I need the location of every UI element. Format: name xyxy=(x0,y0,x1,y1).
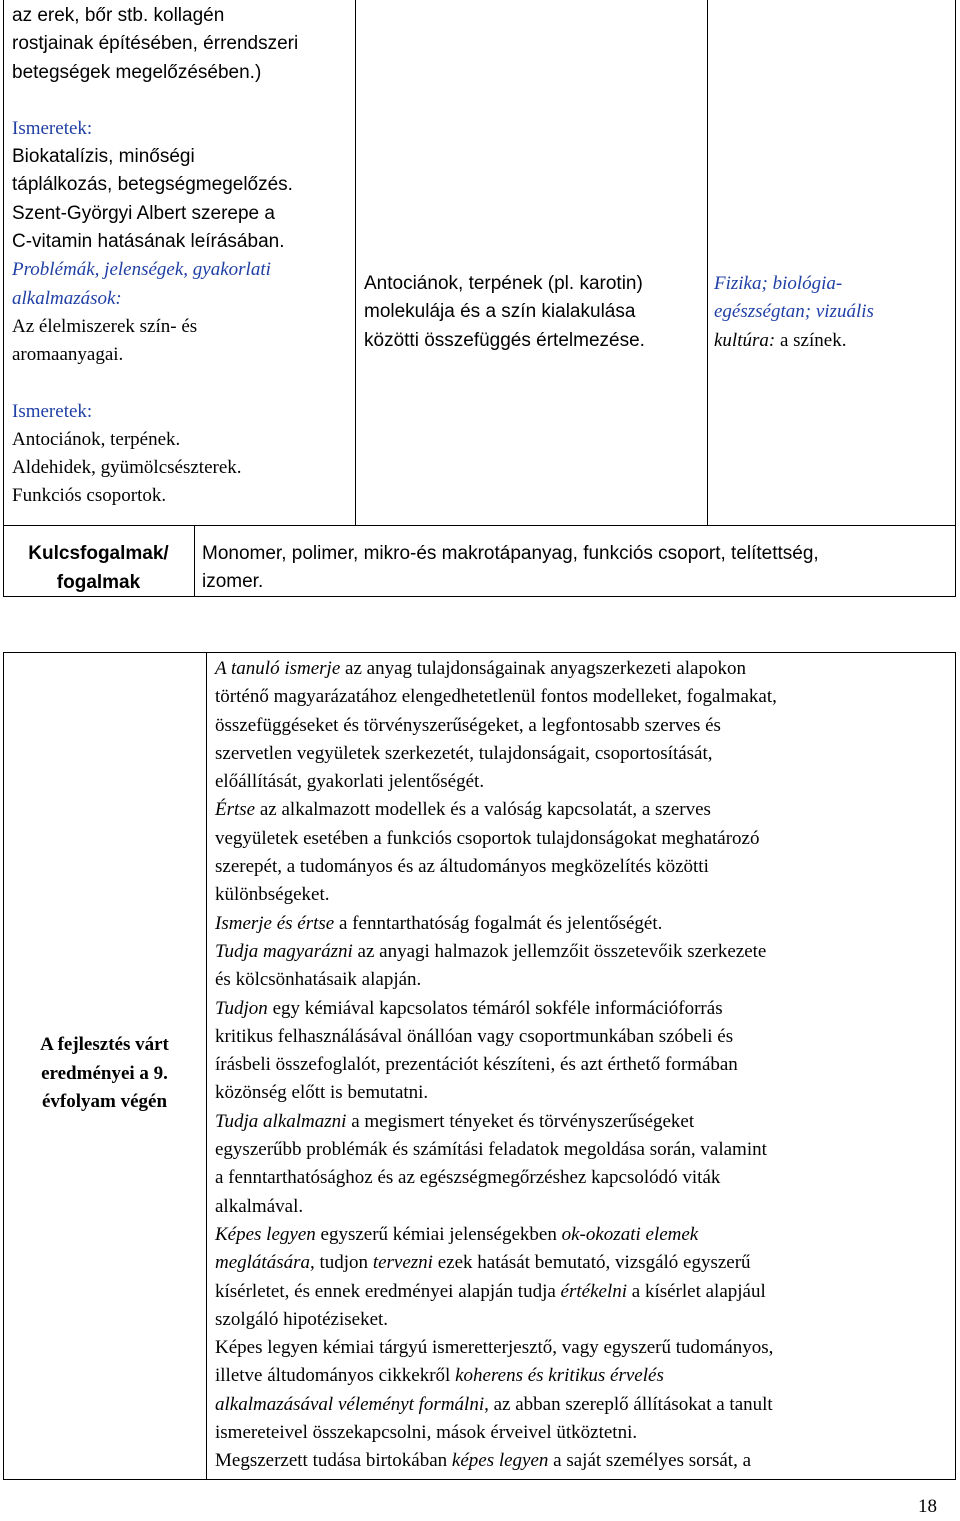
table-border-right xyxy=(955,0,956,597)
outcome-line xyxy=(215,1334,953,1362)
text-plain: az alkalmazott modellek és a valóság kapcsolatát, a szerves xyxy=(255,799,711,821)
text-plain: a megismert tényeket és törvényszerűségeket xyxy=(346,1110,695,1132)
outcome-line xyxy=(215,910,953,938)
outcome-line xyxy=(215,1221,953,1249)
outcome-line xyxy=(215,1419,953,1447)
text-line: Problémák, jelenségek, gyakorlati xyxy=(12,259,271,281)
outcome-line xyxy=(215,712,953,740)
key-concepts-value xyxy=(202,540,952,596)
text-line: Monomer, polimer, mikro-és makrotápanyag, funkciós csoport, telítettség, xyxy=(202,543,819,564)
text-italic: Értse xyxy=(215,799,256,821)
text-plain: , az abban szereplő állításokat a tanult xyxy=(484,1393,773,1415)
text-plain: alkalmával. xyxy=(215,1195,304,1217)
text-line: egészségtan; vizuális xyxy=(714,301,874,323)
text-plain: kritikus felhasználásával önállóan vagy csoportmunkában szóbeli és xyxy=(215,1025,734,1047)
section-heading-ismeretek-2: Ismeretek: xyxy=(12,400,93,422)
text-plain: történő magyarázatához elengedhetetlenül fontos modelleket, fogalmakat, xyxy=(215,686,777,708)
text-plain: egy kémiával kapcsolatos témáról sokféle információforrás xyxy=(267,997,723,1019)
text-line: Fizika; biológia- xyxy=(714,273,843,294)
text-italic: értékelni xyxy=(560,1280,628,1302)
curriculum-table-top xyxy=(3,0,958,597)
outcome-line xyxy=(215,1108,953,1136)
text-italic: Képes legyen xyxy=(215,1223,316,1245)
text-plain: egyszerű kémiai jelenségekben xyxy=(315,1223,562,1245)
text-line: Kulcsfogalmak/ xyxy=(28,543,169,564)
text-plain: szervetlen vegyületek szerkezetét, tulajdonságait, csoportosítását, xyxy=(215,742,713,764)
text-italic: Tudja alkalmazni xyxy=(215,1110,347,1132)
page-number: 18 xyxy=(918,1496,937,1517)
knowledge-text xyxy=(12,143,352,256)
outcomes-label xyxy=(3,1031,206,1117)
text-italic: alkalmazásával véleményt formálni xyxy=(215,1393,485,1415)
text-plain: különbségeket. xyxy=(215,884,330,906)
outcome-line xyxy=(215,1362,953,1390)
text-line: C-vitamin hatásának leírásában. xyxy=(12,231,285,253)
intro-text xyxy=(12,2,352,87)
text-line: alkalmazások: xyxy=(12,287,122,309)
middle-column-content xyxy=(364,270,704,355)
text-plain: a kísérlet alapjául xyxy=(627,1280,766,1302)
outcome-line xyxy=(215,1023,953,1051)
text-italic: koherens és kritikus érvelés xyxy=(455,1365,664,1387)
text-line: izomer. xyxy=(202,571,264,592)
text-line: évfolyam végén xyxy=(41,1091,168,1112)
table-border-top xyxy=(3,652,956,653)
outcome-line xyxy=(215,1051,953,1079)
text-italic: Tudjon xyxy=(215,997,268,1019)
text-italic: A tanuló ismerje xyxy=(215,658,341,679)
outcome-line xyxy=(215,1306,953,1334)
text-italic: Tudja magyarázni xyxy=(215,940,353,962)
column-divider-2 xyxy=(707,0,708,525)
text-line: az erek, bőr stb. kollagén xyxy=(12,5,225,26)
text-line: A fejlesztés várt xyxy=(40,1034,169,1055)
outcome-line xyxy=(215,768,953,796)
text-plain: az anyagi halmazok jellemzőit összetevőik szerkezete xyxy=(352,940,767,962)
outcome-line xyxy=(215,655,953,683)
text-italic: Ismerje és értse xyxy=(215,912,335,934)
table-border-bottom xyxy=(3,1479,956,1480)
column-divider xyxy=(206,652,207,1480)
outcome-line xyxy=(215,938,953,966)
table-border-right xyxy=(955,652,956,1480)
outcome-line xyxy=(215,1136,953,1164)
text-line xyxy=(714,327,954,355)
knowledge-text-2 xyxy=(12,426,352,511)
text-plain: egyszerűbb problémák és számítási feladatok megoldása során, valamint xyxy=(215,1139,767,1161)
text-plain: illetve áltudományos cikkekről xyxy=(215,1365,456,1387)
text-plain: és kölcsönhatásaik alapján. xyxy=(215,969,422,991)
text-line: Az élelmiszerek szín- és xyxy=(12,315,198,337)
text-plain: a fenntarthatóság fogalmát és jelentőségét. xyxy=(334,912,663,934)
outcome-line xyxy=(215,1278,953,1306)
text-italic: ok-okozati elemek xyxy=(561,1223,699,1245)
text-line: betegségek megelőzésében.) xyxy=(12,61,262,83)
text-plain: írásbeli összefoglalót, prezentációt készíteni, és azt érthető formában xyxy=(215,1054,738,1076)
text-plain: ismereteivel összekapcsolni, mások érveivel ütköztetni. xyxy=(215,1422,638,1444)
text-plain: szerepét, a tudományos és az áltudományos megközelítés közötti xyxy=(215,856,709,878)
text-line: fogalmak xyxy=(56,572,141,593)
text-line: Funkciós csoportok. xyxy=(12,485,167,507)
text-line: rostjainak építésében, érrendszeri xyxy=(12,33,299,55)
text-italic: kultúra: xyxy=(714,329,776,351)
outcome-line xyxy=(215,740,953,768)
text-plain: összefüggéseket és törvényszerűségeket, a legfontosabb szerves és xyxy=(215,714,721,736)
table-border-left xyxy=(3,0,4,597)
text-plain: vegyületek esetében a funkciós csoportok tulajdonságokat meghatározó xyxy=(215,827,760,849)
outcome-line xyxy=(215,995,953,1023)
text-line: Aldehidek, gyümölcsészterek. xyxy=(12,457,242,479)
text-line: Antociánok, terpének (pl. karotin) xyxy=(364,273,643,294)
text-plain: a fenntarthatósághoz és az egészségmegőrzéshez kapcsolódó viták xyxy=(215,1167,721,1189)
text-plain: kísérletet, és ennek eredményei alapján tudja xyxy=(215,1280,561,1302)
outcome-line xyxy=(215,683,953,711)
outcomes-text xyxy=(215,655,953,1476)
text-italic: meglátására xyxy=(215,1252,310,1274)
text-italic: képes legyen xyxy=(451,1450,549,1472)
outcome-line xyxy=(215,796,953,824)
text-plain: közönség előtt is bemutatni. xyxy=(215,1082,429,1104)
outcome-line xyxy=(215,966,953,994)
outcome-line xyxy=(215,1391,953,1419)
outcome-line xyxy=(215,1249,953,1277)
text-plain: előállítását, gyakorlati jelentőségét. xyxy=(215,771,485,793)
text-plain: Megszerzett tudása birtokában xyxy=(215,1450,452,1472)
column-divider-1 xyxy=(355,0,356,525)
text-plain: az anyag tulajdonságainak anyagszerkezeti alapokon xyxy=(340,658,746,679)
outcome-line xyxy=(215,1193,953,1221)
text-line: aromaanyagai. xyxy=(12,344,124,366)
text-plain: a színek. xyxy=(775,329,847,351)
problems-text xyxy=(12,313,352,370)
outcome-line xyxy=(215,853,953,881)
text-plain: ezek hatását bemutató, vizsgáló egyszerű xyxy=(432,1252,751,1274)
outcome-line xyxy=(215,1164,953,1192)
section-heading-problems xyxy=(12,256,352,313)
outcome-line xyxy=(215,1079,953,1107)
text-line: táplálkozás, betegségmegelőzés. xyxy=(12,174,293,196)
text-italic: tervezni xyxy=(372,1252,433,1274)
key-concepts-label xyxy=(3,539,194,597)
key-row-top-border xyxy=(3,525,956,526)
key-row-divider xyxy=(194,525,195,597)
text-line: eredményei a 9. xyxy=(41,1062,168,1084)
text-line: Antociánok, terpének. xyxy=(12,428,181,450)
text-line: Biokatalízis, minőségi xyxy=(12,146,195,168)
text-plain: szolgáló hipotéziseket. xyxy=(215,1308,389,1330)
outcome-line xyxy=(215,825,953,853)
text-line: molekulája és a szín kialakulása xyxy=(364,301,636,323)
outcome-line xyxy=(215,1447,953,1475)
text-plain: a saját személyes sorsát, a xyxy=(548,1450,752,1472)
right-column-content xyxy=(714,270,954,355)
text-plain: Képes legyen kémiai tárgyú ismeretterjesztő, vagy egyszerű tudományos, xyxy=(215,1337,774,1359)
text-plain: , tudjon xyxy=(310,1252,373,1274)
text-line: Szent-Györgyi Albert szerepe a xyxy=(12,202,275,224)
expected-outcomes-table xyxy=(3,652,958,1480)
left-column-content xyxy=(12,2,352,511)
section-heading-ismeretek: Ismeretek: xyxy=(12,117,93,139)
outcome-line xyxy=(215,881,953,909)
text-line: közötti összefüggés értelmezése. xyxy=(364,329,645,351)
